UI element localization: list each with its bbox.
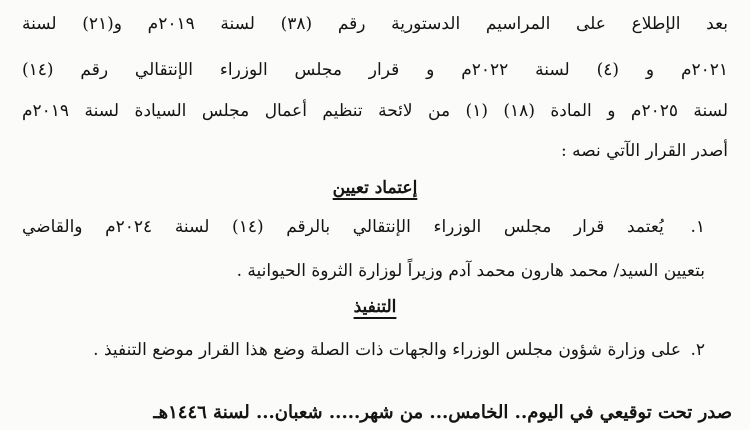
- signature-date-line: صدر تحت توقيعي في اليوم.. الخامس... من شهر..... شعبان... لسنة ١٤٤٦هـ: [153, 402, 732, 423]
- execution-heading: [0, 294, 750, 320]
- decision-item-1-text: يُعتمد قرار مجلس الوزراء الإنتقالي بالرقم (١٤) لسنة ٢٠٢٤م والقاضي: [22, 217, 664, 237]
- approval-heading-text: إعتماد تعيين: [332, 178, 418, 198]
- approval-heading: [0, 175, 750, 201]
- preamble-line-2: ٢٠٢١م و (٤) لسنة ٢٠٢٢م و قرار مجلس الوزراء الإنتقالي رقم (١٤): [22, 60, 728, 80]
- decision-item-1-number: ١.: [690, 217, 706, 237]
- decision-item-1-line-2: بتعيين السيد/ محمد هارون محمد آدم وزيراً لوزارة الثروة الحيوانية .: [236, 261, 705, 281]
- decision-item-2-number: ٢.: [690, 340, 705, 360]
- decision-item-2-text: على وزارة شؤون مجلس الوزراء والجهات ذات الصلة وضع هذا القرار موضع التنفيذ .: [93, 340, 682, 360]
- decision-item-1-line-1: [22, 214, 705, 240]
- preamble-line-1: بعد الإطلاع على المراسيم الدستورية رقم (٣٨) لسنة ٢٠١٩م و(٢١) لسنة: [22, 14, 729, 34]
- execution-heading-text: التنفيذ: [353, 297, 397, 317]
- preamble-line-3: لسنة ٢٠٢٥م و المادة (١٨) (١) من لائحة تنظيم أعمال مجلس السيادة لسنة ٢٠١٩م: [22, 101, 729, 121]
- decision-item-2: [22, 337, 705, 363]
- issuance-statement: أصدر القرار الآتي نصه :: [560, 141, 728, 161]
